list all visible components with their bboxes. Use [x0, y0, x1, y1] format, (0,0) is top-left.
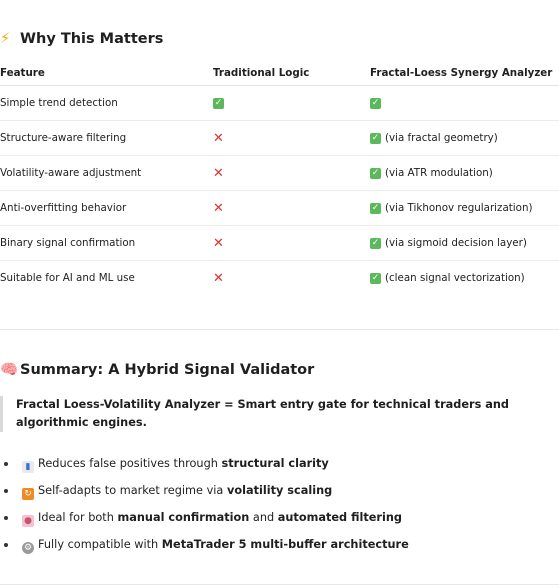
traditional-cell	[213, 86, 228, 120]
feature-cell: Simple trend detection	[0, 97, 118, 109]
bullet-bold-text: structural clarity	[221, 457, 329, 470]
traditional-cell	[213, 121, 224, 155]
bullet-bold-text: manual confirmation	[117, 511, 250, 524]
list-item	[4, 509, 409, 536]
header-feature: Feature	[0, 66, 45, 79]
comparison-table	[0, 60, 559, 295]
brain-icon: ●	[22, 515, 34, 527]
table-row	[0, 156, 559, 191]
analyzer-note: (via ATR modulation)	[385, 167, 493, 179]
check-icon: ✓	[371, 202, 380, 213]
header-analyzer: Fractal-Loess Synergy Analyzer	[370, 66, 553, 79]
bullet-text: Ideal for both	[38, 511, 118, 524]
table-header-row	[0, 60, 559, 86]
feature-cell: Structure-aware filtering	[0, 132, 127, 144]
traditional-cell	[213, 226, 224, 260]
analyzer-cell	[370, 121, 498, 155]
analyzer-note: (via sigmoid decision layer)	[385, 237, 527, 249]
summary-bullet-list	[4, 455, 409, 563]
traditional-cell	[213, 261, 224, 295]
cross-icon: ✕	[213, 235, 224, 251]
bar-chart-icon: ▮	[22, 461, 34, 473]
analyzer-cell	[370, 191, 533, 225]
feature-cell: Volatility-aware adjustment	[0, 167, 142, 179]
bullet-bold-text: MetaTrader 5 multi-buffer architecture	[161, 538, 409, 551]
analyzer-note: (via fractal geometry)	[385, 132, 498, 144]
analyzer-cell	[370, 156, 493, 190]
bullet-text: Self-adapts to market regime via	[38, 484, 227, 497]
bullet-bold-text: volatility scaling	[226, 484, 333, 497]
summary-heading	[0, 361, 314, 378]
list-item	[4, 455, 409, 482]
check-icon: ✓	[371, 272, 380, 283]
check-icon: ✓	[371, 132, 380, 143]
list-item	[4, 482, 409, 509]
analyzer-cell	[370, 86, 385, 120]
table-row	[0, 86, 559, 121]
cross-icon: ✕	[213, 270, 224, 286]
feature-cell: Binary signal confirmation	[0, 237, 136, 249]
why-heading-text: Why This Matters	[20, 31, 164, 47]
analyzer-cell	[370, 226, 527, 260]
repeat-icon: ↻	[22, 488, 34, 500]
analyzer-note: (clean signal vectorization)	[385, 272, 525, 284]
analyzer-cell	[370, 261, 525, 295]
check-icon: ✓	[214, 97, 223, 108]
table-row	[0, 121, 559, 156]
feature-cell: Anti-overfitting behavior	[0, 202, 127, 214]
brain-icon: 🧠	[0, 362, 19, 378]
table-row	[0, 261, 559, 295]
cross-icon: ✕	[213, 165, 224, 181]
summary-quote-text: Fractal Loess-Volatility Analyzer = Smart entry gate for technical traders and algorithmic engines.	[16, 398, 509, 429]
analyzer-note: (via Tikhonov regularization)	[385, 202, 533, 214]
table-row	[0, 226, 559, 261]
check-icon: ✓	[371, 237, 380, 248]
summary-heading-text: Summary: A Hybrid Signal Validator	[20, 362, 315, 378]
traditional-cell	[213, 191, 224, 225]
bullet-bold-text: automated filtering	[277, 511, 402, 524]
header-traditional: Traditional Logic	[213, 66, 310, 79]
lightning-icon: ⚡	[0, 31, 11, 47]
bullet-text: and	[249, 511, 278, 524]
check-icon: ✓	[371, 167, 380, 178]
bottom-divider	[0, 584, 559, 585]
feature-cell: Suitable for AI and ML use	[0, 272, 135, 284]
cross-icon: ✕	[213, 200, 224, 216]
table-row	[0, 191, 559, 226]
gear-icon: ⚙	[23, 543, 33, 553]
traditional-cell	[213, 156, 224, 190]
bullet-text: Fully compatible with	[38, 538, 162, 551]
bullet-text: Reduces false positives through	[38, 457, 222, 470]
cross-icon: ✕	[213, 130, 224, 146]
list-item	[4, 536, 409, 563]
summary-blockquote	[0, 396, 543, 432]
section-divider	[0, 329, 559, 330]
why-heading	[0, 31, 163, 47]
check-icon: ✓	[371, 97, 380, 108]
